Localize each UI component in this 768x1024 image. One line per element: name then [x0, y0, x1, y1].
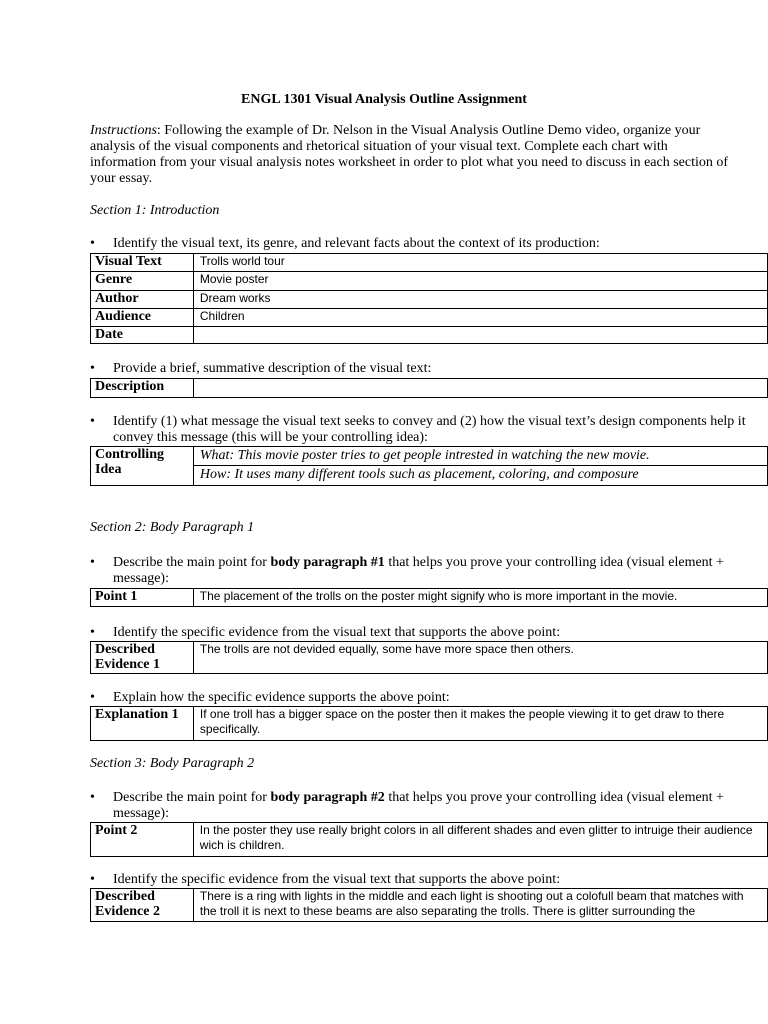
row-value[interactable]: There is a ring with lights in the middle and each light is shooting out a colofull beam that matches with the troll it is next to these beams are also separating the trolls. There is glitter surrounding the: [193, 889, 767, 922]
bullet-symbol: •: [90, 690, 95, 705]
controlling-what[interactable]: What: This movie poster tries to get people intrested in watching the new movie.: [193, 447, 767, 466]
row-value[interactable]: The placement of the trolls on the poster might signify who is more important in the movie.: [193, 589, 767, 607]
table-row: [91, 272, 768, 291]
row-value[interactable]: [193, 327, 767, 344]
row-value[interactable]: Trolls world tour: [193, 254, 767, 272]
bullet-text-bold: body paragraph #1: [270, 555, 385, 570]
table-row: [91, 447, 768, 466]
row-label: Audience: [91, 309, 194, 327]
row-value[interactable]: Movie poster: [193, 272, 767, 291]
description-table: [90, 378, 768, 398]
table-row: [91, 889, 768, 922]
table-row: [91, 379, 768, 398]
document-title: ENGL 1301 Visual Analysis Outline Assignment: [241, 92, 527, 107]
row-label: Described Evidence 1: [91, 642, 194, 674]
table-row: [91, 707, 768, 741]
row-value[interactable]: Dream works: [193, 291, 767, 309]
evidence-1-table: [90, 641, 768, 674]
bullet-text: Identify the specific evidence from the visual text that supports the above point:: [113, 625, 561, 640]
bullet-symbol: •: [90, 414, 95, 429]
table-row: [91, 309, 768, 327]
bullet-text: Explain how the specific evidence supports the above point:: [113, 690, 450, 705]
bullet-text: [113, 555, 753, 587]
table-row: [91, 254, 768, 272]
bullet-text: Identify (1) what message the visual text seeks to convey and (2) how the visual text’s design components help it convey this message (this will be your controlling idea):: [113, 414, 746, 445]
bullet-text: Identify the visual text, its genre, and relevant facts about the context of its production:: [113, 236, 600, 251]
instructions: [90, 123, 730, 187]
controlling-idea-table: [90, 446, 768, 486]
row-label: Visual Text: [91, 254, 194, 272]
section-1-heading: Section 1: Introduction: [90, 203, 220, 218]
row-value[interactable]: [193, 379, 767, 398]
bullet-text: Identify the specific evidence from the visual text that supports the above point:: [113, 872, 561, 887]
row-value[interactable]: The trolls are not devided equally, some have more space then others.: [193, 642, 767, 674]
bullet-symbol: •: [90, 872, 95, 887]
section-2-heading: Section 2: Body Paragraph 1: [90, 520, 255, 535]
table-row: [91, 642, 768, 674]
row-value[interactable]: Children: [193, 309, 767, 327]
production-facts-table: [90, 253, 768, 344]
row-value[interactable]: If one troll has a bigger space on the poster then it makes the people viewing it to get draw to there specifically.: [193, 707, 767, 741]
row-label: Author: [91, 291, 194, 309]
point-2-table: [90, 822, 768, 857]
row-label: Explanation 1: [91, 707, 194, 741]
bullet-text-part: that helps you prove your controlling idea (visual element + message):: [113, 790, 724, 821]
row-label: Date: [91, 327, 194, 344]
row-label: Controlling Idea: [91, 447, 194, 486]
bullet-text-part: Describe the main point for: [113, 555, 271, 570]
bullet-symbol: •: [90, 236, 95, 251]
row-label: Description: [91, 379, 194, 398]
evidence-2-table: [90, 888, 768, 922]
bullet-symbol: •: [90, 555, 95, 570]
table-row: [91, 823, 768, 857]
row-value[interactable]: In the poster they use really bright colors in all different shades and even glitter to intruige their audience wich is children.: [193, 823, 767, 857]
bullet-symbol: •: [90, 625, 95, 640]
point-1-table: [90, 588, 768, 607]
instructions-text: : Following the example of Dr. Nelson in the Visual Analysis Outline Demo video, organize your analysis of the visual components and rhetorical situation of your visual text. Complete each chart with information from your visual analysis notes worksheet in order to plot what you need to discuss in each section of your essay.: [90, 123, 729, 186]
table-row: [91, 327, 768, 344]
bullet-text-part: Describe the main point for: [113, 790, 271, 805]
bullet-text-bold: body paragraph #2: [270, 790, 385, 805]
section-3-heading: Section 3: Body Paragraph 2: [90, 756, 255, 771]
table-row: [91, 589, 768, 607]
row-label: Described Evidence 2: [91, 889, 194, 922]
controlling-how[interactable]: How: It uses many different tools such as placement, coloring, and composure: [193, 466, 767, 486]
row-label: Point 1: [91, 589, 194, 607]
instructions-lead: Instructions: [90, 123, 157, 138]
bullet-text: [113, 790, 753, 822]
bullet-symbol: •: [90, 361, 95, 376]
row-label: Point 2: [91, 823, 194, 857]
bullet-text-part: that helps you prove your controlling idea (visual element + message):: [113, 555, 724, 586]
table-row: [91, 291, 768, 309]
bullet-symbol: •: [90, 790, 95, 805]
bullet-text: Provide a brief, summative description of the visual text:: [113, 361, 432, 376]
row-label: Genre: [91, 272, 194, 291]
explanation-1-table: [90, 706, 768, 741]
